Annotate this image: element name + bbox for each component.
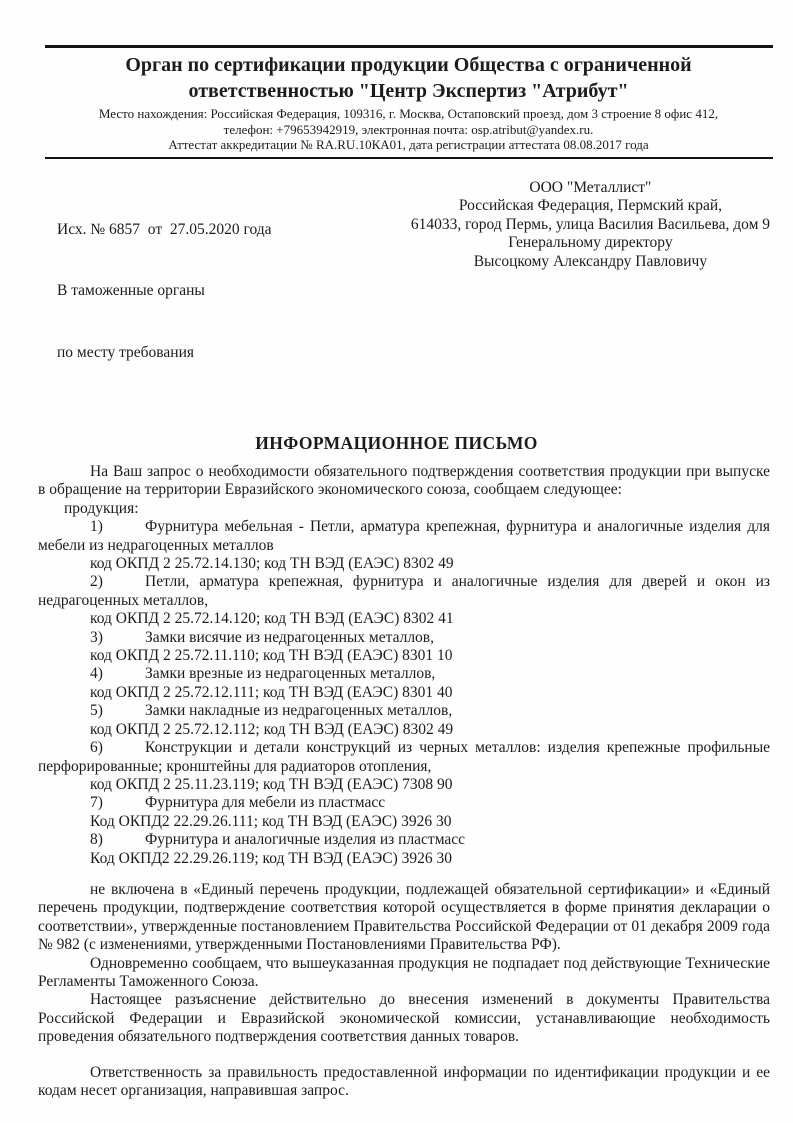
letter-title: ИНФОРМАЦИОННОЕ ПИСЬМО [255, 433, 538, 453]
item-number: 8) [90, 831, 103, 849]
item-number: 6) [90, 739, 103, 757]
recipient-line: 614033, город Пермь, улица Василия Васильева, дом 9 [410, 215, 770, 233]
reference-recipient-row [57, 179, 770, 405]
letterhead-accreditation: Аттестат аккредитации № RA.RU.10КА01, дата регистрации аттестата 08.08.2017 года [168, 137, 649, 152]
intro-paragraph: На Ваш запрос о необходимости обязательного подтверждения соответствия продукции при выпуске в обращение на территории Евразийского экономического союза, сообщаем следующее: [38, 463, 770, 499]
item-name: Фурнитура для мебели из пластмасс [145, 794, 386, 812]
letterhead-org-title: Орган по сертификации продукции Общества с ограниченной ответственностью "Центр Экспертиз "Атрибут" [125, 54, 692, 102]
product-item-8 [38, 831, 770, 849]
item-code-1: код ОКПД 2 25.72.14.130; код ТН ВЭД (ЕАЭС) 8302 49 [90, 555, 454, 573]
item-code-7: Код ОКПД2 22.29.26.111; код ТН ВЭД (ЕАЭС) 3926 30 [90, 812, 452, 830]
products-label: продукция: [64, 499, 139, 517]
item-name: Замки висячие из недрагоценных металлов, [145, 628, 435, 646]
outgoing-number: Исх. № 6857 от 27.05.2020 года [57, 220, 272, 238]
recipient-line: ООО "Металлист" [529, 178, 652, 196]
item-number: 4) [90, 665, 103, 683]
item-name: Фурнитура и аналогичные изделия из пластмасс [145, 831, 466, 849]
product-item-7 [38, 794, 770, 812]
product-item-5 [38, 702, 770, 720]
item-name: Замки накладные из недрагоценных металлов, [145, 702, 453, 720]
item-name: Конструкции и детали конструкций из черных металлов: изделия крепежные профильные перфорированные; кронштейны для радиаторов отопления, [38, 739, 770, 775]
body-paragraph-3: Настоящее разъяснение действительно до внесения изменений в документы Правительства Российской Федерации и Евразийской экономической комиссии, устанавливающие необходимость проведения обязательного подтверждения соответствия данных товаров. [38, 991, 770, 1046]
body-paragraph-4: Ответственность за правильность предоставленной информации по идентификации продукции и ее кодам несет организация, направившая запрос. [38, 1063, 770, 1099]
reference-line-3: по месту требования [57, 343, 195, 361]
body-paragraph-2: Одновременно сообщаем, что вышеуказанная продукция не подпадает под действующие Технические Регламенты Таможенного Союза. [38, 954, 770, 990]
letterhead-contact: телефон: +79653942919, электронная почта: osp.atribut@yandex.ru. [223, 121, 594, 137]
item-code-4: код ОКПД 2 25.72.12.111; код ТН ВЭД (ЕАЭС) 8301 40 [90, 683, 453, 701]
product-item-6 [38, 739, 770, 776]
item-code-8: Код ОКПД2 22.29.26.119; код ТН ВЭД (ЕАЭС) 3926 30 [90, 849, 453, 867]
item-name: Фурнитура мебельная - Петли, арматура крепежная, фурнитура и аналогичные изделия для мебели из недрагоценных металлов [38, 518, 770, 554]
item-code-6: код ОКПД 2 25.11.23.119; код ТН ВЭД (ЕАЭС) 7308 90 [90, 775, 453, 793]
item-number: 3) [90, 628, 103, 646]
recipient-block [411, 179, 770, 405]
body-paragraph-1: не включена в «Единый перечень продукции, подлежащей обязательной сертификации» и «Единый перечень продукции, подтверждение соответствия которой осуществляется в форме принятия декларации о соответствии», утвержденные постановлением Правительства Российской Федерации от 01 декабря 2009 года № 982 (с изменениями, утвержденными Постановлениями Правительства РФ). [38, 880, 770, 954]
item-code-5: код ОКПД 2 25.72.12.112; код ТН ВЭД (ЕАЭС) 8302 49 [90, 720, 454, 738]
item-name: Замки врезные из недрагоценных металлов, [145, 665, 436, 683]
letterhead-top-rule [45, 45, 773, 48]
item-number: 2) [90, 573, 103, 591]
recipient-line: Российская Федерация, Пермский край, [458, 197, 722, 214]
item-number: 7) [90, 794, 103, 812]
letterhead-address: Место нахождения: Российская Федерация, 109316, г. Москва, Остаповский проезд, дом 3 строение 8 офис 412, [98, 106, 719, 121]
recipient-line: Генеральному директору [508, 234, 673, 251]
recipient-line: Высоцкому Александру Павловичу [473, 252, 708, 270]
product-item-4 [38, 665, 770, 683]
item-code-2: код ОКПД 2 25.72.14.120; код ТН ВЭД (ЕАЭС) 8302 41 [90, 610, 454, 628]
outgoing-reference-block [57, 179, 272, 405]
product-item-3 [38, 629, 770, 647]
reference-line-2: В таможенные органы [57, 282, 205, 299]
letter-body [38, 463, 770, 1100]
product-item-1 [38, 518, 770, 555]
item-number: 1) [90, 518, 103, 536]
letterhead-bottom-rule [45, 157, 773, 159]
item-code-3: код ОКПД 2 25.72.11.110; код ТН ВЭД (ЕАЭС) 8301 10 [90, 647, 453, 665]
item-name: Петли, арматура крепежная, фурнитура и аналогичные изделия для дверей и окон из недрагоценных металлов, [38, 573, 770, 609]
product-item-2 [38, 573, 770, 610]
item-number: 5) [90, 702, 103, 720]
